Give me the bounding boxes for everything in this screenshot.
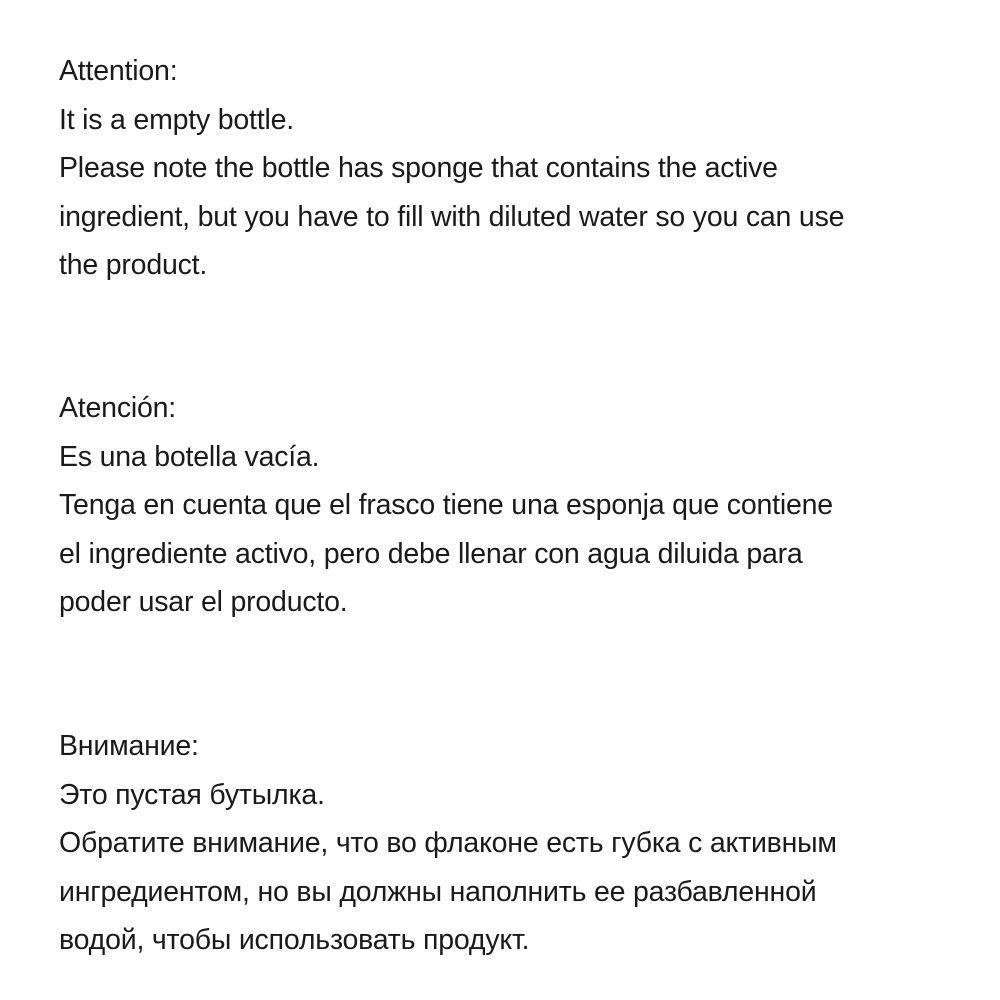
notice-body-line: Please note the bottle has sponge that contains the active xyxy=(59,152,778,184)
notice-russian xyxy=(59,722,959,965)
notice-spanish xyxy=(59,384,959,627)
notice-body-line: Обратите внимание, что во флаконе есть губка с активным xyxy=(59,827,837,859)
notice-body-line: ингредиентом, но вы должны наполнить ее разбавленной xyxy=(59,875,817,908)
notice-body-line: Tenga en cuenta que el frasco tiene una esponja que contiene xyxy=(59,489,833,521)
notice-statement: Es una botella vacía. xyxy=(59,440,320,473)
notice-statement: It is a empty bottle. xyxy=(59,103,294,136)
notice-heading: Attention: xyxy=(59,55,178,87)
notice-statement: Это пустая бутылка. xyxy=(59,778,325,811)
notice-body-line: ingredient, but you have to fill with diluted water so you can use xyxy=(59,200,845,233)
notice-body-line: водой, чтобы использовать продукт. xyxy=(59,924,530,956)
notice-english xyxy=(59,47,959,290)
notice-body-line: poder usar el producto. xyxy=(59,586,348,618)
notice-heading: Atención: xyxy=(59,392,177,424)
notice-body-line: the product. xyxy=(59,249,208,281)
notice-body-line: el ingrediente activo, pero debe llenar con agua diluida para xyxy=(59,537,803,570)
notice-heading: Внимание: xyxy=(59,730,199,762)
